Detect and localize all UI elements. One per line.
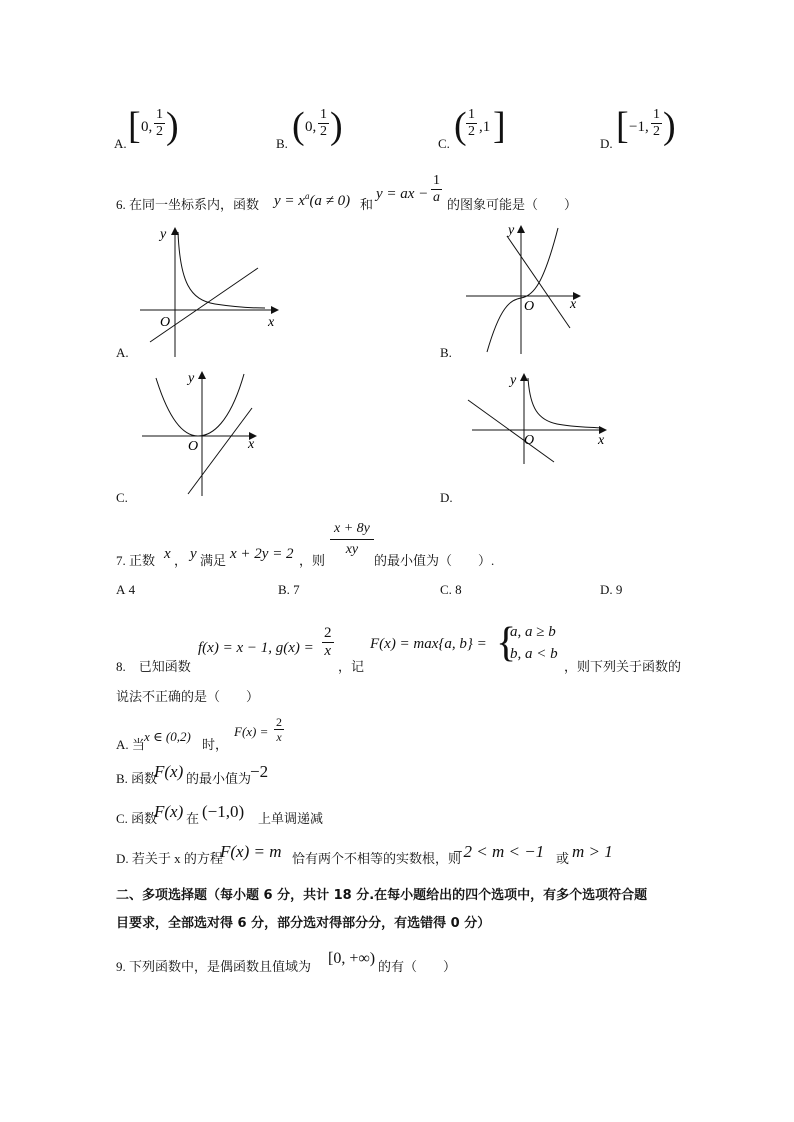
q8-stem: 8. 已知函数 f(x) = x − 1, g(x) = $\frac{2}{x}$ ，记 F(x) = max{a, b} = { a, a ≥ b b, a < b ，则下列关于函数的 bbox=[116, 620, 682, 674]
fraction: $\frac{1}{a}$ bbox=[433, 173, 440, 205]
section2-heading-line1: 二、多项选择题（每小题 6 分，共计 18 分.在每小题给出的四个选项中，有多个选项符合题 bbox=[116, 888, 648, 903]
svg-text:x: x bbox=[248, 437, 255, 452]
svg-text:y: y bbox=[510, 373, 517, 388]
q6-option-b-label: B. bbox=[440, 345, 452, 360]
svg-text:y: y bbox=[160, 227, 167, 242]
q7-option-b: B. 7 bbox=[278, 582, 300, 597]
fraction: $\frac{1}{2}$ bbox=[653, 107, 660, 139]
q8-line2: 说法不正确的是（ ） bbox=[116, 689, 260, 704]
q6-graph-a bbox=[140, 222, 290, 362]
fraction: $\frac{x + 8y}{xy}$ bbox=[330, 522, 374, 557]
q6-graph-b bbox=[462, 222, 592, 362]
q8-option-d: D. 若关于 x 的方程 F(x) = m 恰有两个不相等的实数根，则 −2 < m < −1 或 m > 1 bbox=[116, 842, 613, 866]
q8-option-a: A. 当 x ∈ (0,2) 时， F(x) = $\frac{2}{x}$ bbox=[116, 715, 282, 752]
fraction: $\frac{2}{x}$ bbox=[324, 625, 332, 659]
fraction: $\frac{2}{x}$ bbox=[276, 715, 282, 744]
q7-option-c: C. 8 bbox=[440, 582, 462, 597]
line-graph bbox=[468, 400, 554, 462]
svg-text:x: x bbox=[268, 315, 275, 330]
q6-option-a-label: A. bbox=[116, 345, 129, 360]
fraction: $\frac{1}{2}$ bbox=[468, 107, 475, 139]
q6-graph-d bbox=[462, 368, 612, 468]
power-curve bbox=[178, 232, 265, 308]
q8-option-b: B. 函数 F(x) 的最小值为 −2 bbox=[116, 762, 269, 786]
svg-text:O: O bbox=[524, 299, 535, 314]
section2-heading-line2: 目要求，全部选对得 6 分，部分选对得部分分，有选错得 0 分） bbox=[116, 916, 491, 931]
line-graph bbox=[507, 236, 570, 328]
svg-text:O: O bbox=[160, 315, 171, 330]
svg-text:y: y bbox=[508, 223, 515, 238]
q6-graph-c bbox=[140, 368, 270, 508]
svg-text:O: O bbox=[524, 433, 535, 448]
power-curve bbox=[156, 374, 244, 436]
q7-option-d: D. 9 bbox=[600, 582, 623, 597]
fraction: $\frac{1}{2}$ bbox=[156, 107, 163, 139]
q9-stem: 9. 下列函数中，是偶函数且值域为 [0, +∞) 的有（ ） bbox=[116, 950, 457, 974]
piecewise-brace: { bbox=[496, 620, 517, 666]
svg-text:x: x bbox=[598, 433, 605, 448]
power-curve bbox=[487, 228, 558, 352]
q6-option-d-label: D. bbox=[440, 490, 453, 505]
q6-stem: 6. 在同一坐标系内，函数 $y = x^a(a \ne 0)$ 和 y = ax − $\frac{1}{a}$ 的图象可能是（ ） bbox=[116, 173, 578, 212]
q7-option-a: A 4 bbox=[116, 582, 136, 597]
q6-option-c-label: C. bbox=[116, 490, 128, 505]
line-graph bbox=[150, 268, 258, 342]
q8-option-c: C. 函数 F(x) 在 (−1,0) 上单调递减 bbox=[116, 802, 324, 826]
power-curve bbox=[528, 378, 602, 428]
svg-text:O: O bbox=[188, 439, 199, 454]
q7-stem: 7. 正数 x ， y 满足 x + 2y = 2 ，则 $\frac{x + 8y}{xy}$ 的最小值为（ ）. bbox=[116, 521, 495, 568]
fraction: $\frac{1}{2}$ bbox=[320, 107, 327, 139]
svg-text:y: y bbox=[188, 371, 195, 386]
svg-text:x: x bbox=[570, 297, 577, 312]
